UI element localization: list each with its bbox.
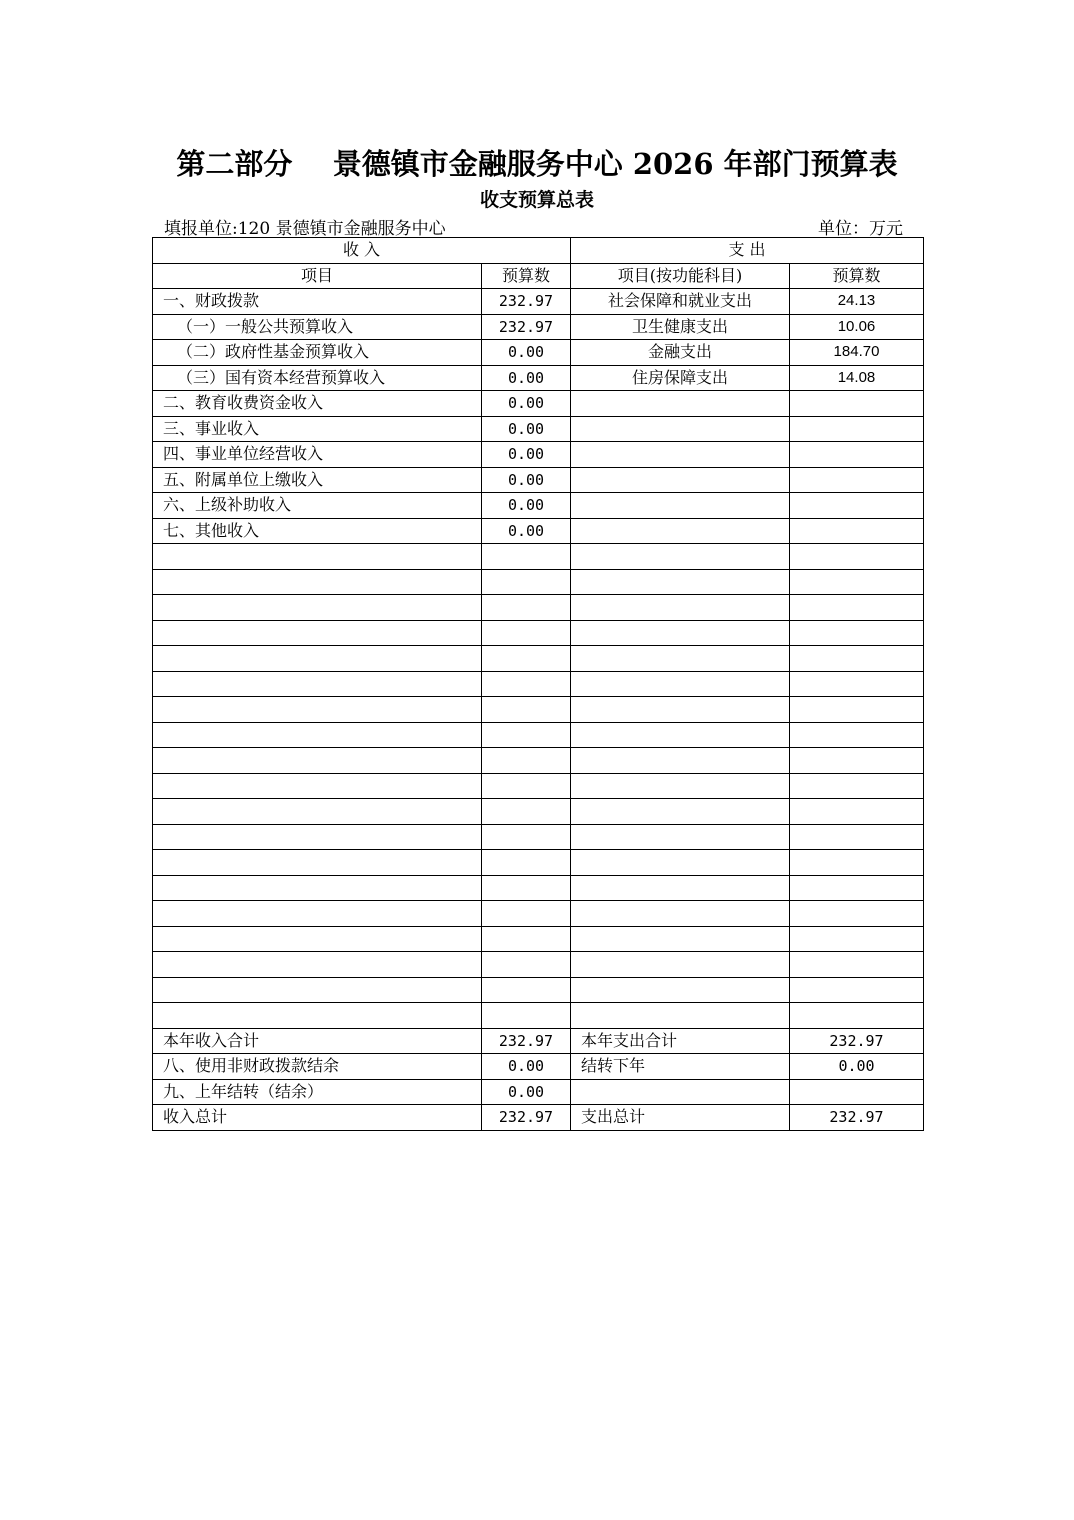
empty-row [153,952,924,978]
expense-value: 232.97 [790,1028,924,1054]
empty-row [153,646,924,672]
income-value: 0.00 [482,518,571,544]
income-header: 收 入 [153,238,571,264]
income-value: 232.97 [482,1105,571,1131]
income-item: 九、上年结转（结余） [153,1079,482,1105]
empty-row [153,569,924,595]
money-unit: 单位：万元 [818,219,903,239]
table-group-header-row [153,238,924,264]
expense-value: 24.13 [790,289,924,315]
total-row [153,1028,924,1054]
expense-header: 支 出 [571,238,924,264]
empty-row [153,773,924,799]
income-value: 232.97 [482,1028,571,1054]
total-row [153,1054,924,1080]
income-item: 一、财政拨款 [153,289,482,315]
income-item: 五、附属单位上缴收入 [153,467,482,493]
income-value: 0.00 [482,340,571,366]
table-row [153,518,924,544]
expense-value: 0.00 [790,1054,924,1080]
table-row [153,442,924,468]
table-subtitle: 收支预算总表 [479,189,594,211]
empty-row [153,671,924,697]
income-value: 0.00 [482,442,571,468]
expense-item: 支出总计 [571,1105,790,1131]
empty-row [153,799,924,825]
income-item: 八、使用非财政拨款结余 [153,1054,482,1080]
empty-row [153,1003,924,1029]
expense-item [571,442,790,468]
empty-row [153,850,924,876]
table-row [153,391,924,417]
table-row [153,493,924,519]
expense-value [790,416,924,442]
expense-value [790,391,924,417]
income-item: 四、事业单位经营收入 [153,442,482,468]
table-row [153,416,924,442]
income-value: 0.00 [482,493,571,519]
income-value: 0.00 [482,365,571,391]
empty-row [153,926,924,952]
empty-row [153,875,924,901]
expense-budget-header: 预算数 [790,263,924,289]
expense-value [790,493,924,519]
income-item: 七、其他收入 [153,518,482,544]
table-row [153,365,924,391]
expense-value: 10.06 [790,314,924,340]
empty-row [153,620,924,646]
income-value: 0.00 [482,467,571,493]
table-row [153,289,924,315]
income-item: 收入总计 [153,1105,482,1131]
income-value: 232.97 [482,314,571,340]
empty-row [153,722,924,748]
table-row [153,314,924,340]
income-item: （三）国有资本经营预算收入 [153,365,482,391]
expense-item [571,467,790,493]
expense-value [790,1079,924,1105]
expense-item [571,391,790,417]
income-budget-header: 预算数 [482,263,571,289]
empty-row [153,595,924,621]
income-value: 0.00 [482,1054,571,1080]
page-title: 第二部分 景德镇市金融服务中心 2026 年部门预算表 [176,147,898,181]
empty-row [153,748,924,774]
income-value: 0.00 [482,391,571,417]
expense-item [571,1079,790,1105]
income-item: （一）一般公共预算收入 [153,314,482,340]
expense-item: 本年支出合计 [571,1028,790,1054]
table-row [153,340,924,366]
empty-row [153,824,924,850]
income-item: （二）政府性基金预算收入 [153,340,482,366]
table-column-header-row [153,263,924,289]
income-item: 本年收入合计 [153,1028,482,1054]
income-value: 0.00 [482,1079,571,1105]
expense-item: 社会保障和就业支出 [571,289,790,315]
empty-row [153,697,924,723]
expense-item: 结转下年 [571,1054,790,1080]
income-item: 二、教育收费资金收入 [153,391,482,417]
expense-value [790,518,924,544]
expense-item [571,493,790,519]
income-value: 0.00 [482,416,571,442]
empty-row [153,977,924,1003]
empty-row [153,544,924,570]
expense-item [571,518,790,544]
income-item: 三、事业收入 [153,416,482,442]
expense-item: 卫生健康支出 [571,314,790,340]
expense-item [571,416,790,442]
budget-summary-table [152,237,924,1131]
table-row [153,467,924,493]
fill-unit: 填报单位:120 景德镇市金融服务中心 [164,219,446,239]
expense-value [790,442,924,468]
expense-item: 住房保障支出 [571,365,790,391]
expense-value: 184.70 [790,340,924,366]
expense-item: 金融支出 [571,340,790,366]
income-value: 232.97 [482,289,571,315]
expense-value [790,467,924,493]
income-item: 六、上级补助收入 [153,493,482,519]
empty-row [153,901,924,927]
expense-value: 14.08 [790,365,924,391]
total-row [153,1079,924,1105]
expense-item-header: 项目(按功能科目) [571,263,790,289]
income-item-header: 项目 [153,263,482,289]
expense-value: 232.97 [790,1105,924,1131]
grand-total-row [153,1105,924,1131]
